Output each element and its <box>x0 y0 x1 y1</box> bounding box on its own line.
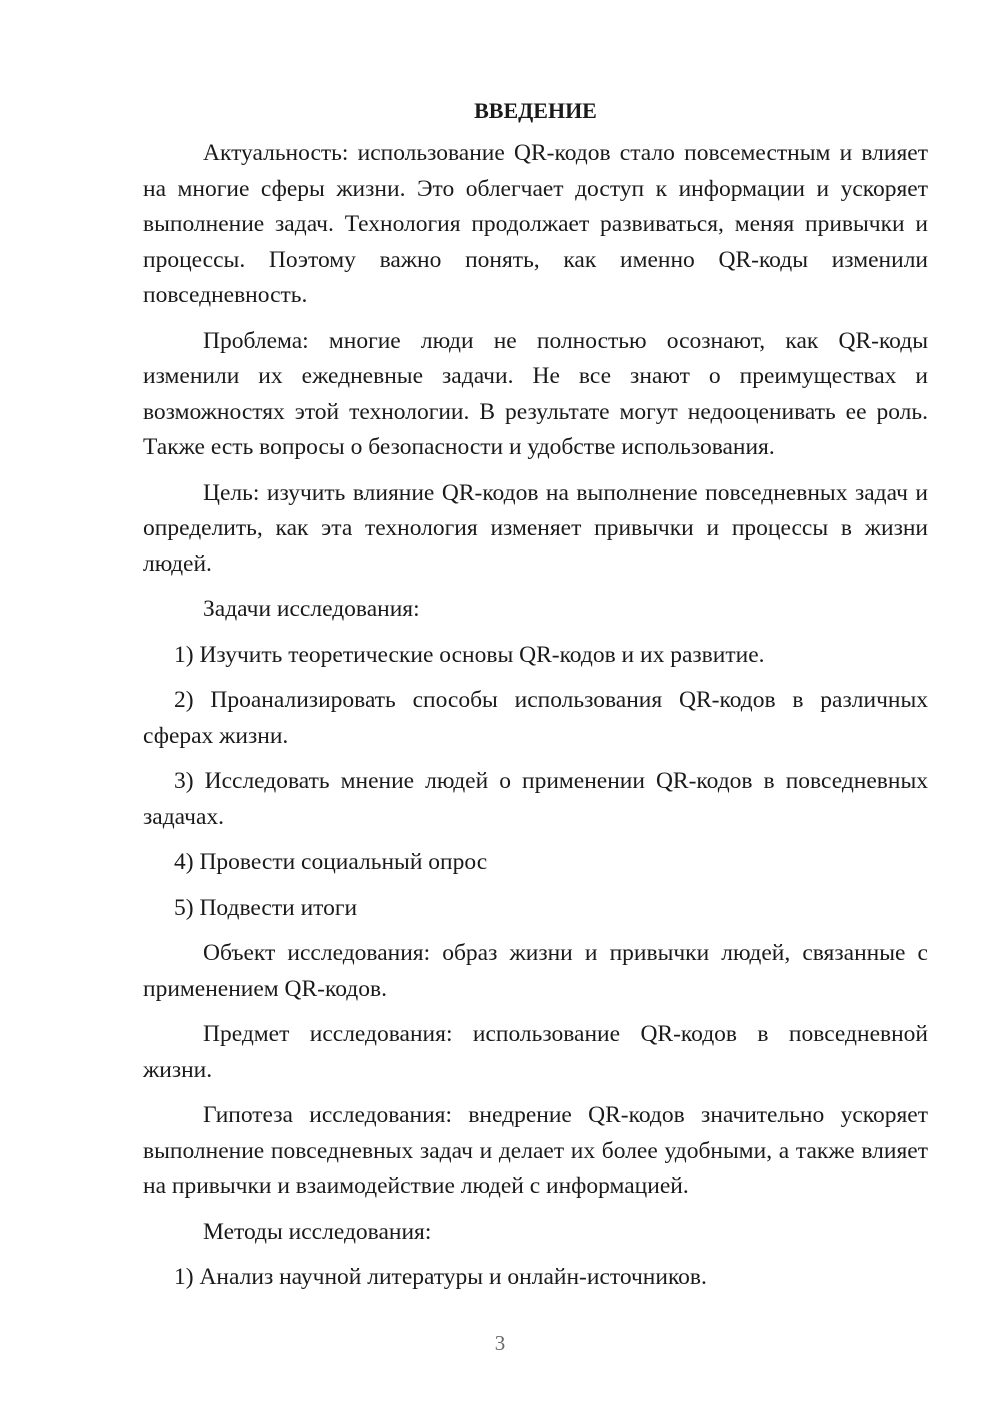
goal-paragraph: Цель: изучить влияние QR-кодов на выполнение повседневных задач и определить, как эта технология изменяет привычки и процессы в жизни людей. <box>143 479 928 577</box>
page-number: 3 <box>494 1331 506 1355</box>
task-item-3: 3) Исследовать мнение людей о применении QR-кодов в повседневных задачах. <box>143 768 928 830</box>
task-item-5: 5) Подвести итоги <box>174 894 358 921</box>
section-title: ВВЕДЕНИЕ <box>474 98 597 123</box>
page-content <box>143 94 928 1306</box>
tasks-heading: Задачи исследования: <box>203 596 420 622</box>
task-item-1: 1) Изучить теоретические основы QR-кодов и их развитие. <box>174 641 765 668</box>
subject-paragraph: Предмет исследования: использование QR-кодов в повседневной жизни. <box>143 1021 928 1083</box>
object-paragraph: Объект исследования: образ жизни и привычки людей, связанные с применением QR-кодов. <box>143 940 928 1002</box>
hypothesis-paragraph: Гипотеза исследования: внедрение QR-кодов значительно ускоряет выполнение повседневных задач и делает их более удобными, а также влияет на привычки и взаимодействие людей с информацией. <box>143 1102 928 1199</box>
methods-heading: Методы исследования: <box>203 1218 432 1245</box>
method-item-1: 1) Анализ научной литературы и онлайн-источников. <box>174 1264 707 1290</box>
problem-paragraph: Проблема: многие люди не полностью осознают, как QR-коды изменили их ежедневные задачи. Не все знают о преимуществах и возможностях этой технологии. В результате могут недооценивать ее роль. Также есть вопросы о безопасности и удобстве использования. <box>143 327 928 460</box>
task-item-4: 4) Провести социальный опрос <box>174 849 488 875</box>
task-item-2: 2) Проанализировать способы использования QR-кодов в различных сферах жизни. <box>143 687 928 749</box>
relevance-paragraph: Актуальность: использование QR-кодов стало повсеместным и влияет на многие сферы жизни. Это облегчает доступ к информации и ускоряет выполнение задач. Технология продолжает развиваться, меняя привычки и процессы. Поэтому важно понять, как именно QR-коды изменили повседневность. <box>143 140 928 308</box>
